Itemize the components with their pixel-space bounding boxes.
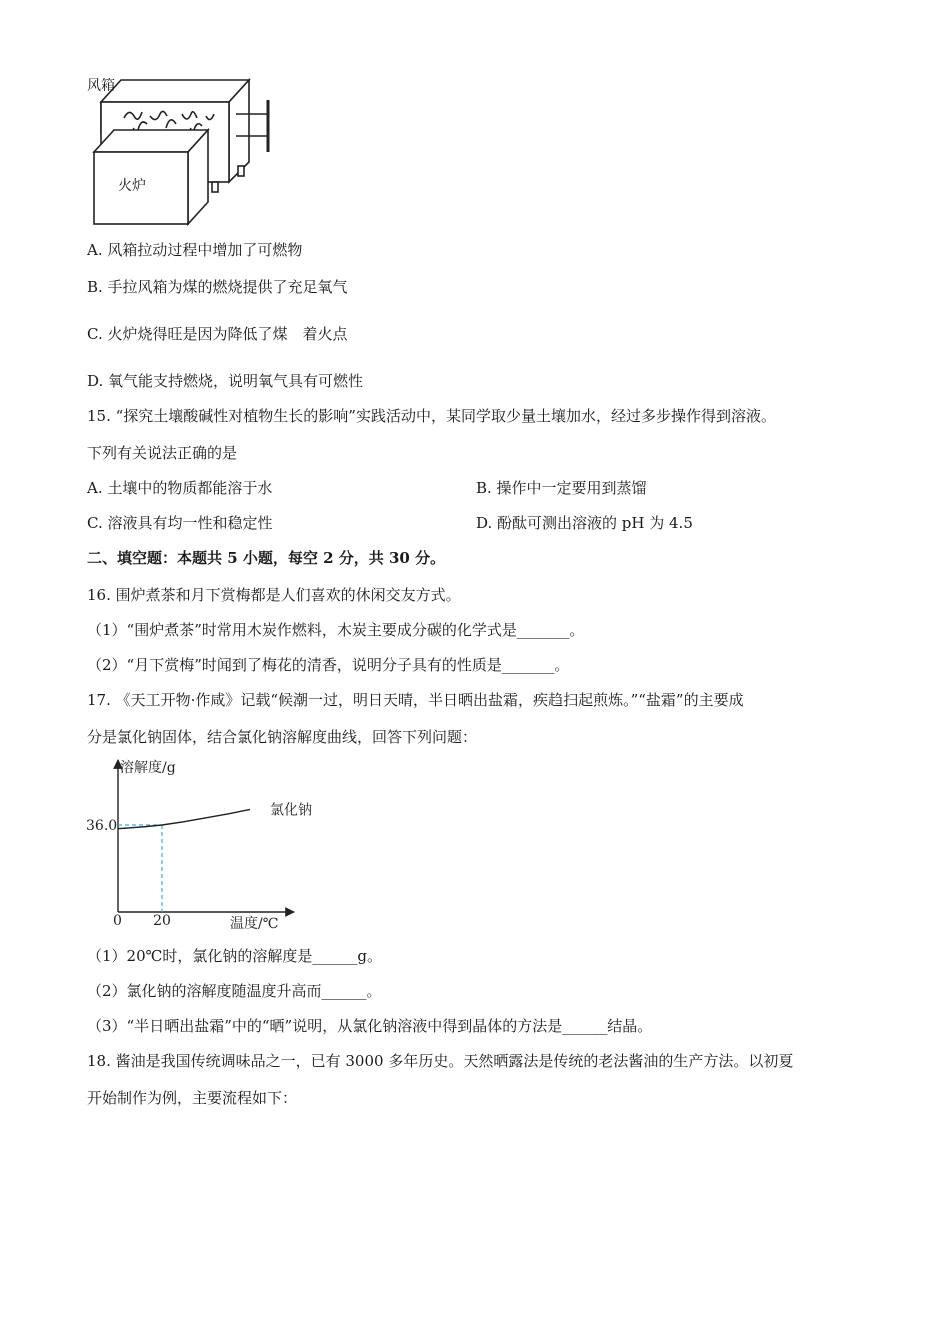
q14-option-a[interactable]: A. 风箱拉动过程中增加了可燃物 [87,241,303,259]
section2-heading: 二、填空题：本题共 5 小题，每空 2 分，共 30 分。 [87,549,446,567]
q15-option-d[interactable]: D. 酚酞可测出溶液的 pH 为 4.5 [476,514,693,532]
y-tick-label-36: 36.0 [86,818,118,834]
series-label-sodium-chloride: 氯化钠 [270,802,312,819]
q15-option-c[interactable]: C. 溶液具有均一性和稳定性 [87,514,273,532]
q17-stem-line2: 分是氯化钠固体，结合氯化钠溶解度曲线，回答下列问题： [87,728,478,746]
series-line-sodium-chloride [118,809,250,828]
q15-option-a[interactable]: A. 土壤中的物质都能溶于水 [87,479,273,497]
q18-stem-line2: 开始制作为例，主要流程如下： [87,1089,298,1107]
q16-part1: （1）“围炉煮茶”时常用木炭作燃料，木炭主要成分碳的化学式是_______。 [87,621,585,639]
q17-stem-line1: 17. 《天工开物·作咸》记载“候潮一过，明日天晴，半日晒出盐霜，疾趋扫起煎炼。”“盐霜”的主要成 [87,691,744,709]
q14-option-b[interactable]: B. 手拉风箱为煤的燃烧提供了充足氧气 [87,278,348,296]
q16-part2: （2）“月下赏梅”时闻到了梅花的清香，说明分子具有的性质是_______。 [87,656,570,674]
q17-part3: （3）“半日晒出盐霜”中的“晒”说明，从氯化钠溶液中得到晶体的方法是______结晶。 [87,1017,653,1035]
x-axis-label: 温度/℃ [230,916,279,932]
bellows-furnace-drawing [86,74,286,230]
q14-option-c[interactable]: C. 火炉烧得旺是因为降低了煤 着火点 [87,325,348,343]
bellows-label: 风箱 [87,78,115,94]
q15-option-b[interactable]: B. 操作中一定要用到蒸馏 [476,479,647,497]
q14-option-d[interactable]: D. 氧气能支持燃烧，说明氧气具有可燃性 [87,372,364,390]
x-tick-label-0: 0 [113,913,122,929]
solubility-chart-svg [84,756,312,934]
q15-stem-line1: 15. “探究土壤酸碱性对植物生长的影响”实践活动中，某同学取少量土壤加水，经过多步操作得到溶液。 [87,407,776,425]
bellows-furnace-figure [86,74,286,230]
x-tick-label-20: 20 [153,913,171,929]
q15-stem-line2: 下列有关说法正确的是 [87,444,238,462]
y-axis-label: 溶解度/g [120,760,176,776]
q17-part2: （2）氯化钠的溶解度随温度升高而______。 [87,982,382,1000]
q18-stem-line1: 18. 酱油是我国传统调味品之一，已有 3000 多年历史。天然晒露法是传统的老法酱油的生产方法。以初夏 [87,1052,794,1070]
q17-part1: （1）20℃时，氯化钠的溶解度是______g。 [87,947,383,965]
furnace-label: 火炉 [118,178,146,194]
q16-stem: 16. 围炉煮茶和月下赏梅都是人们喜欢的休闲交友方式。 [87,586,461,604]
solubility-chart [84,756,312,934]
